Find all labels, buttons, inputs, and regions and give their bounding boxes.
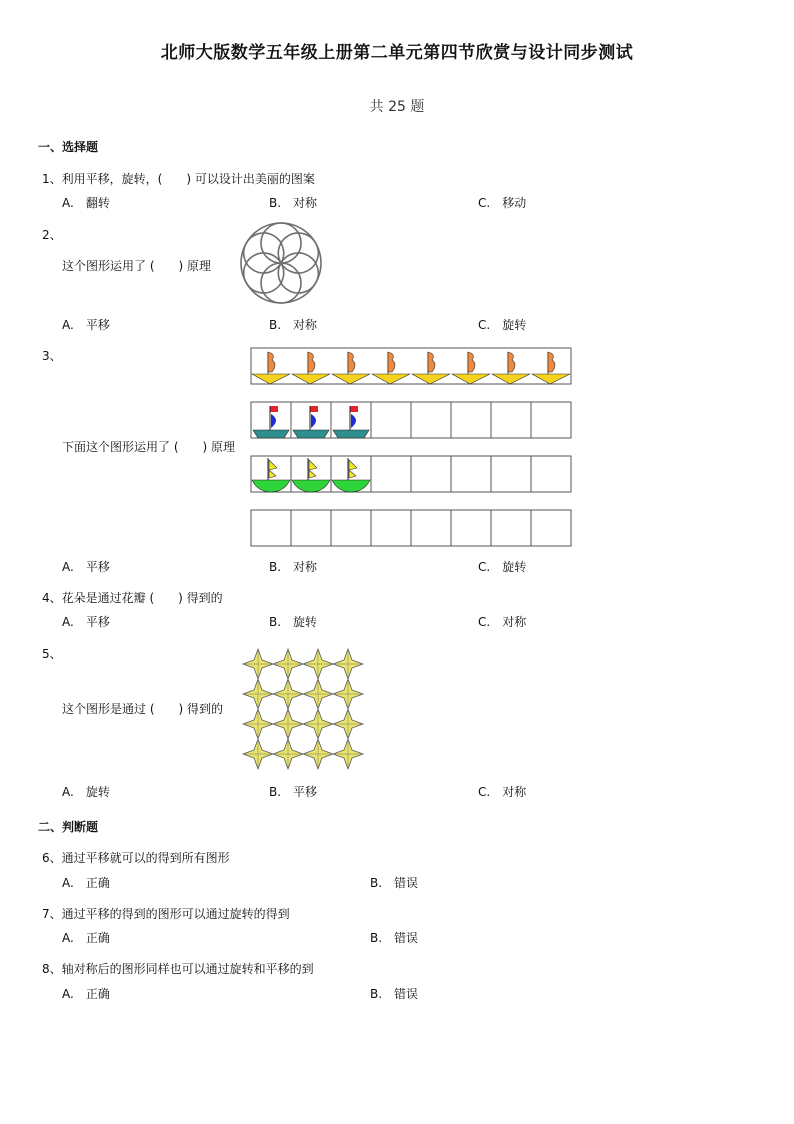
empty-grid-row xyxy=(251,510,571,546)
question-6 xyxy=(42,849,230,866)
question-text: 轴对称后的图形同样也可以通过旋转和平移的到 xyxy=(61,962,314,976)
question-text: 通过平移的得到的图形可以通过旋转的得到 xyxy=(61,907,290,921)
question-3-text: 下面这个图形运用了 ( ) 原理 xyxy=(62,440,235,454)
question-2-number: 2、 xyxy=(42,228,62,242)
question-number: 6、 xyxy=(42,851,62,865)
option-b[interactable]: B. 平移 xyxy=(269,785,318,799)
section-heading-judgement: 二、判断题 xyxy=(38,820,99,834)
option-c[interactable]: C. 移动 xyxy=(478,196,527,210)
four-point-star-pattern-icon xyxy=(243,649,363,769)
question-number: 8、 xyxy=(42,962,62,976)
page-title: 北师大版数学五年级上册第二单元第四节欣赏与设计同步测试 xyxy=(160,43,634,63)
question-4 xyxy=(42,589,223,606)
question-3-number: 3、 xyxy=(42,349,62,363)
question-count: 共 25 题 xyxy=(369,99,425,115)
option-a[interactable]: A. 平移 xyxy=(62,560,110,574)
section-heading-choice: 一、选择题 xyxy=(38,140,99,154)
option-a[interactable]: A. 平移 xyxy=(62,615,110,629)
option-c[interactable]: C. 对称 xyxy=(478,785,527,799)
option-a[interactable]: A. 旋转 xyxy=(62,785,110,799)
option-b[interactable]: B. 错误 xyxy=(370,876,419,890)
question-text: 花朵是通过花瓣 ( ) 得到的 xyxy=(61,591,223,605)
flags-and-boats-grid-icon xyxy=(250,346,572,548)
option-c[interactable]: C. 旋转 xyxy=(478,318,527,332)
option-a[interactable]: A. 翻转 xyxy=(62,196,110,210)
option-a[interactable]: A. 正确 xyxy=(62,876,110,890)
flag-strip-row xyxy=(251,348,571,384)
question-5-number: 5、 xyxy=(42,647,62,661)
option-a[interactable]: A. 正确 xyxy=(62,987,110,1001)
option-a[interactable]: A. 正确 xyxy=(62,931,110,945)
option-b[interactable]: B. 错误 xyxy=(370,987,419,1001)
question-number: 1、 xyxy=(42,172,62,186)
option-c[interactable]: C. 旋转 xyxy=(478,560,527,574)
question-5-text: 这个图形是通过 ( ) 得到的 xyxy=(62,702,223,716)
question-text: 利用平移，旋转，( ) 可以设计出美丽的图案 xyxy=(61,172,315,186)
option-b[interactable]: B. 错误 xyxy=(370,931,419,945)
question-7 xyxy=(42,905,290,922)
question-2-text: 这个图形运用了 ( ) 原理 xyxy=(62,259,211,273)
option-b[interactable]: B. 对称 xyxy=(269,560,318,574)
option-b[interactable]: B. 旋转 xyxy=(269,615,318,629)
option-c[interactable]: C. 对称 xyxy=(478,615,527,629)
option-b[interactable]: B. 对称 xyxy=(269,318,318,332)
option-b[interactable]: B. 对称 xyxy=(269,196,318,210)
option-a[interactable]: A. 平移 xyxy=(62,318,110,332)
question-8 xyxy=(42,960,314,977)
question-1 xyxy=(42,170,315,187)
question-number: 4、 xyxy=(42,591,62,605)
six-petal-flower-circle-icon xyxy=(239,221,323,305)
question-text: 通过平移就可以的得到所有图形 xyxy=(61,851,230,865)
question-number: 7、 xyxy=(42,907,62,921)
